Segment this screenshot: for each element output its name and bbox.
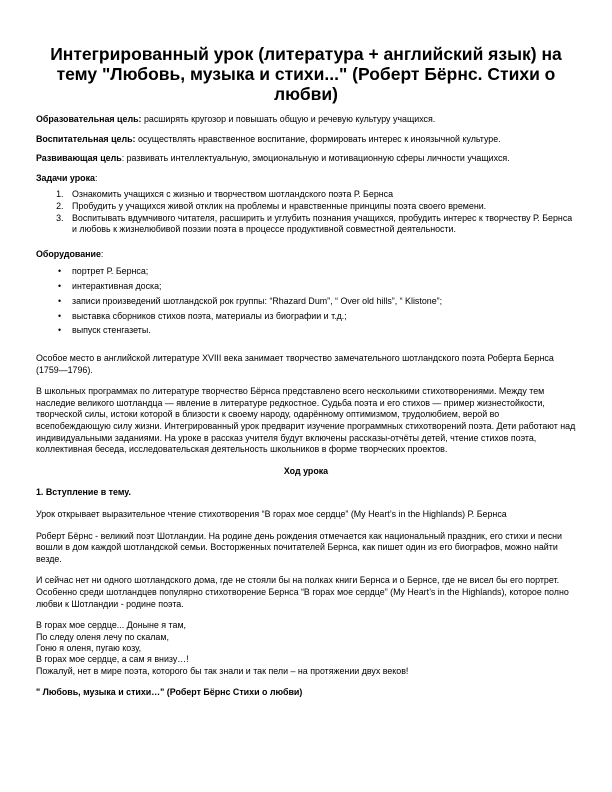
poem-line: По следу оленя лечу по скалам, (36, 631, 169, 642)
lesson-heading: Ход урока (283, 465, 329, 476)
poem-line: Гоню я оленя, пугаю козу, (36, 642, 142, 653)
tasks-list (36, 189, 576, 235)
section-paragraph: Роберт Бёрнс - великий поэт Шотландии. На родине день рождения отмечается как национальный праздник, его стихи и песни вошли в дом каждой шотландской семьи. Восторженных почитателей Бернса, как пишет один из его биографов, можно найти везде. (36, 530, 563, 564)
intro-paragraph: Особое место в английской литературе XVIII века занимает творчество замечательного шотландского поэта Роберта Бернса (1759—1796). (36, 353, 554, 375)
goal-label: Развивающая цель (36, 153, 122, 164)
bullet-icon: • (58, 295, 62, 306)
document-title: Интегрированный урок (литература + английский язык) на тему "Любовь, музыка и стихи..." (Роберт Бёрнс. Стихи о любви) (50, 44, 562, 104)
tasks-heading: Задачи урока: (36, 172, 98, 183)
list-item: 1. Ознакомить учащихся с жизнью и творчеством шотландского поэта Р. Бернса (66, 189, 576, 201)
list-item: • выставка сборников стихов поэта, материалы из биографии и т.д.; (58, 310, 347, 321)
bullet-icon: • (58, 281, 62, 292)
goal-label: Образовательная цель: (36, 114, 142, 124)
list-item: 3. Воспитывать вдумчивого читателя, расширить и углубить познания учащихся, пробудить интерес к творчеству Р. Бернса и любовь к жизнелюбивой поэзии поэта в процессе продуктивной совместной деятельности. (66, 213, 576, 236)
poem-excerpt (36, 620, 576, 677)
poem-line: В горах мое сердце... Доныне я там, (36, 620, 187, 631)
goal-educational (36, 114, 576, 126)
document-page (36, 44, 576, 699)
section-heading: 1. Вступление в тему. (36, 487, 131, 498)
goal-text: осуществлять нравственное воспитание, формировать интерес к иноязычной культуре. (135, 133, 501, 144)
equipment-list (36, 266, 576, 337)
bullet-icon: • (58, 310, 62, 321)
list-item: 2. Пробудить у учащихся живой отклик на проблемы и нравственные принципы поэта своего времени. (66, 201, 576, 213)
bullet-icon: • (58, 325, 62, 336)
goal-upbringing (36, 134, 576, 146)
poem-line: Пожалуй, нет в мире поэта, которого бы так знали и так пели – на протяжении двух веков! (36, 665, 409, 676)
section-paragraph: Урок открывает выразительное чтение стихотворения “В горах мое сердце” (My Heart’s in the Highlands) Р. Бернса (36, 509, 507, 519)
list-item: • портрет Р. Бернса; (58, 266, 149, 277)
list-item: • выпуск стенгазеты. (58, 325, 151, 336)
list-item: • интерактивная доска; (58, 281, 162, 292)
closing-heading: " Любовь, музыка и стихи…" (Роберт Бёрнс Стихи о любви) (36, 687, 303, 698)
intro-paragraph: В школьных программах по литературе творчество Бёрнса представлено всего несколькими стихотворениями. Между тем наследие великого шотландца — явление в литературе редкостное. Судьба поэта и его стихов — пример жизнестойкости, творческой силы, истоки которой в близости к своему народу, одарённому оптимизмом, трудолюбием, верой во всепобеждающую силу жизни. Интегрированный урок предварит изучение программных стихотворений поэта. Дети работают над индивидуальными заданиями. На уроке в рассказ учителя будут включены рассказы-отчёты детей, чтение стихов поэта, коллективная беседа, исследовательская деятельность школьников в форме творческих проектов. (36, 386, 576, 455)
goal-text: : развивать интеллектуальную, эмоциональную и мотивационную сферы личности учащихся. (121, 153, 510, 164)
goal-label: Воспитательная цель: (36, 133, 136, 144)
bullet-icon: • (58, 266, 62, 277)
list-item: • записи произведений шотландской рок группы: “Rhazard Dum”, “ Over old hills”, “ Klistone”; (58, 295, 443, 306)
poem-line: В горах мое сердце, а сам я внизу…! (36, 654, 189, 665)
goal-developmental (36, 153, 576, 165)
equipment-heading: Оборудование: (36, 248, 104, 259)
goal-text: расширять кругозор и повышать общую и речевую культуру учащихся. (141, 114, 436, 124)
section-paragraph: И сейчас нет ни одного шотландского дома, где не стояли бы на полках книги Бернса и о Бернсе, где не висел бы его портрет. Особенно среди шотландцев популярно стихотворение Бернса “В горах мое сердце” (My Heart’s in the Highlands), которое полно любви к Шотландии - родине поэта. (36, 575, 569, 609)
